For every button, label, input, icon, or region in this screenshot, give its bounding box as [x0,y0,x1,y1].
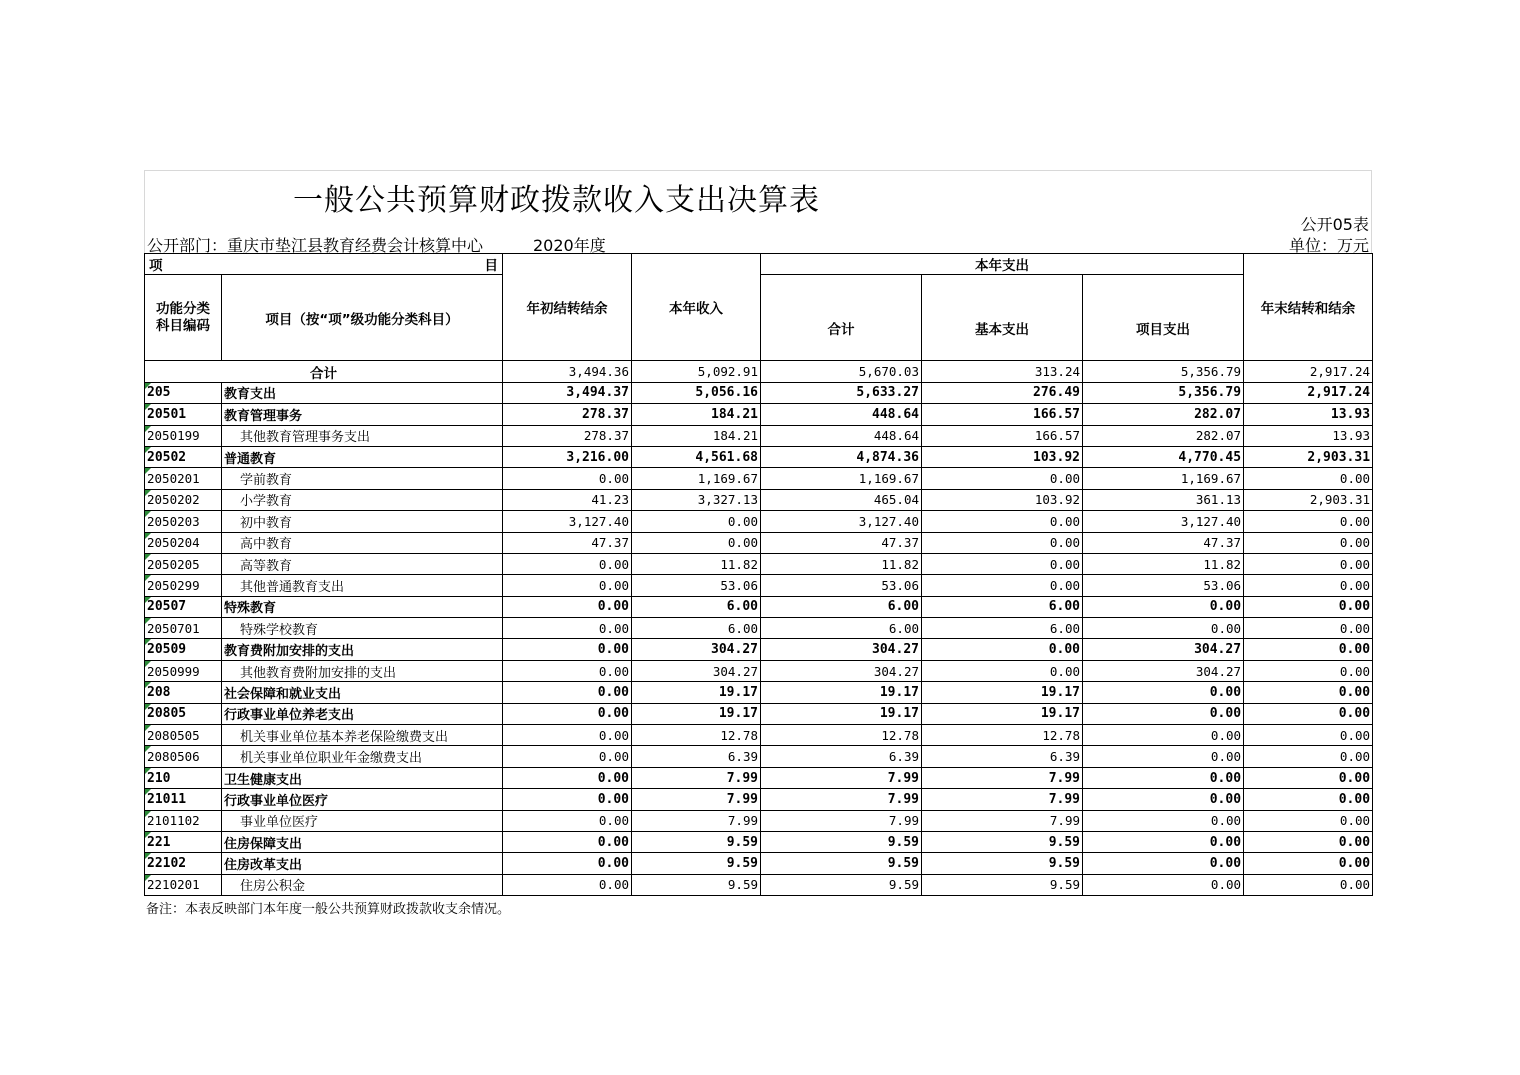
row-opening: 0.00 [503,660,632,681]
row-exp-total: 53.06 [761,575,922,596]
total-income: 5,092.91 [632,361,761,382]
table-row [145,618,1373,639]
row-name: 其他普通教育支出 [222,575,503,596]
row-closing: 13.93 [1244,425,1373,446]
row-name: 特殊教育 [222,596,503,617]
row-closing: 0.00 [1244,511,1373,532]
table-row [145,789,1373,810]
row-income: 53.06 [632,575,761,596]
table-row [145,639,1373,660]
row-closing: 0.00 [1244,553,1373,574]
row-closing: 0.00 [1244,575,1373,596]
row-closing: 0.00 [1244,810,1373,831]
total-opening: 3,494.36 [503,361,632,382]
row-name: 学前教育 [222,468,503,489]
code-header: 功能分类科目编码 [145,275,222,361]
row-exp-total: 19.17 [761,703,922,724]
row-exp-project: 4,770.45 [1083,446,1244,467]
row-opening: 278.37 [503,425,632,446]
row-closing: 0.00 [1244,767,1373,788]
item-header-right: 目 [484,258,498,275]
row-exp-project: 0.00 [1083,596,1244,617]
item-header [145,254,503,275]
total-exp-total: 5,670.03 [761,361,922,382]
row-exp-project: 304.27 [1083,639,1244,660]
row-opening: 0.00 [503,874,632,895]
row-exp-basic: 0.00 [922,639,1083,660]
row-exp-basic: 166.57 [922,425,1083,446]
row-name: 教育管理事务 [222,404,503,425]
row-code: 2050204 [145,532,222,553]
row-exp-project: 304.27 [1083,660,1244,681]
row-exp-basic: 0.00 [922,468,1083,489]
row-code: 2050201 [145,468,222,489]
page-title: 一般公共预算财政拨款收入支出决算表 [293,183,820,218]
table-row [145,682,1373,703]
row-exp-total: 4,874.36 [761,446,922,467]
row-opening: 0.00 [503,682,632,703]
row-income: 7.99 [632,767,761,788]
row-income: 0.00 [632,511,761,532]
row-opening: 0.00 [503,639,632,660]
row-opening: 0.00 [503,767,632,788]
table-row [145,404,1373,425]
row-opening: 3,494.37 [503,382,632,403]
row-exp-project: 282.07 [1083,404,1244,425]
row-name: 行政事业单位医疗 [222,789,503,810]
table-row [145,532,1373,553]
row-exp-basic: 166.57 [922,404,1083,425]
table-row [145,511,1373,532]
row-code: 20502 [145,446,222,467]
row-opening: 0.00 [503,553,632,574]
row-code: 2050701 [145,618,222,639]
row-opening: 0.00 [503,810,632,831]
row-exp-total: 448.64 [761,404,922,425]
row-income: 0.00 [632,532,761,553]
row-exp-total: 7.99 [761,767,922,788]
row-name: 特殊学校教育 [222,618,503,639]
row-code: 2050203 [145,511,222,532]
row-exp-basic: 0.00 [922,532,1083,553]
row-closing: 0.00 [1244,703,1373,724]
row-income: 3,327.13 [632,489,761,510]
row-name: 机关事业单位基本养老保险缴费支出 [222,725,503,746]
row-opening: 0.00 [503,746,632,767]
row-opening: 3,216.00 [503,446,632,467]
row-opening: 0.00 [503,618,632,639]
exp-basic-header: 基本支出 [922,275,1083,361]
row-name: 事业单位医疗 [222,810,503,831]
table-row [145,382,1373,403]
row-code: 2050205 [145,553,222,574]
row-opening: 0.00 [503,468,632,489]
row-exp-project: 0.00 [1083,810,1244,831]
row-exp-project: 0.00 [1083,725,1244,746]
row-exp-basic: 6.00 [922,618,1083,639]
row-exp-basic: 9.59 [922,874,1083,895]
row-exp-total: 3,127.40 [761,511,922,532]
row-exp-total: 5,633.27 [761,382,922,403]
row-closing: 2,903.31 [1244,446,1373,467]
row-income: 19.17 [632,703,761,724]
exp-total-header: 合计 [761,275,922,361]
row-exp-project: 0.00 [1083,853,1244,874]
row-exp-total: 304.27 [761,639,922,660]
unit-label: 单位：万元 [1288,236,1369,255]
table-row [145,660,1373,681]
row-exp-basic: 6.00 [922,596,1083,617]
row-exp-total: 47.37 [761,532,922,553]
table-row [145,853,1373,874]
row-code: 2080506 [145,746,222,767]
row-exp-project: 11.82 [1083,553,1244,574]
row-exp-basic: 9.59 [922,853,1083,874]
row-name: 教育支出 [222,382,503,403]
budget-table [144,253,1373,896]
footnote: 备注：本表反映部门本年度一般公共预算财政拨款收支余情况。 [146,902,511,918]
row-income: 12.78 [632,725,761,746]
row-exp-project: 0.00 [1083,682,1244,703]
row-exp-basic: 9.59 [922,831,1083,852]
table-row [145,874,1373,895]
row-income: 1,169.67 [632,468,761,489]
table-row [145,810,1373,831]
table-row [145,553,1373,574]
table-row [145,725,1373,746]
row-income: 9.59 [632,874,761,895]
row-closing: 0.00 [1244,532,1373,553]
row-opening: 47.37 [503,532,632,553]
row-exp-total: 9.59 [761,831,922,852]
row-exp-total: 9.59 [761,874,922,895]
row-exp-total: 11.82 [761,553,922,574]
table-row [145,468,1373,489]
row-code: 20509 [145,639,222,660]
row-code: 2050299 [145,575,222,596]
total-closing: 2,917.24 [1244,361,1373,382]
row-code: 210 [145,767,222,788]
row-code: 22102 [145,853,222,874]
closing-header: 年末结转和结余 [1244,254,1373,361]
row-code: 2050199 [145,425,222,446]
row-opening: 278.37 [503,404,632,425]
row-name: 初中教育 [222,511,503,532]
row-name: 卫生健康支出 [222,767,503,788]
row-name: 住房保障支出 [222,831,503,852]
row-code: 20501 [145,404,222,425]
row-exp-basic: 0.00 [922,660,1083,681]
row-exp-basic: 7.99 [922,789,1083,810]
row-code: 20507 [145,596,222,617]
row-exp-basic: 103.92 [922,446,1083,467]
row-exp-total: 6.39 [761,746,922,767]
row-exp-basic: 6.39 [922,746,1083,767]
row-code: 2210201 [145,874,222,895]
table-row [145,767,1373,788]
row-code: 208 [145,682,222,703]
row-exp-project: 1,169.67 [1083,468,1244,489]
row-income: 6.39 [632,746,761,767]
table-row [145,575,1373,596]
row-opening: 3,127.40 [503,511,632,532]
row-exp-total: 19.17 [761,682,922,703]
row-exp-basic: 12.78 [922,725,1083,746]
row-exp-total: 448.64 [761,425,922,446]
row-income: 6.00 [632,618,761,639]
row-name: 小学教育 [222,489,503,510]
title-row [144,170,1372,218]
row-name: 社会保障和就业支出 [222,682,503,703]
row-name: 住房改革支出 [222,853,503,874]
row-income: 7.99 [632,810,761,831]
table-row [145,446,1373,467]
row-opening: 0.00 [503,575,632,596]
row-income: 9.59 [632,831,761,852]
row-name: 其他教育管理事务支出 [222,425,503,446]
table-row [145,596,1373,617]
item-header-left: 项 [149,258,163,275]
row-name: 其他教育费附加安排的支出 [222,660,503,681]
row-closing: 0.00 [1244,596,1373,617]
row-exp-total: 6.00 [761,618,922,639]
row-income: 9.59 [632,853,761,874]
row-exp-total: 12.78 [761,725,922,746]
row-closing: 0.00 [1244,682,1373,703]
row-income: 5,056.16 [632,382,761,403]
row-exp-project: 361.13 [1083,489,1244,510]
total-label: 合计 [145,361,503,382]
row-exp-project: 47.37 [1083,532,1244,553]
row-exp-project: 0.00 [1083,703,1244,724]
row-opening: 0.00 [503,831,632,852]
row-closing: 0.00 [1244,831,1373,852]
row-code: 221 [145,831,222,852]
table-row [145,831,1373,852]
table-row [145,746,1373,767]
row-closing: 0.00 [1244,639,1373,660]
exp-project-header: 项目支出 [1083,275,1244,361]
meta-row [144,215,1372,253]
row-closing: 0.00 [1244,746,1373,767]
row-opening: 41.23 [503,489,632,510]
row-income: 7.99 [632,789,761,810]
opening-header: 年初结转结余 [503,254,632,361]
row-exp-project: 0.00 [1083,874,1244,895]
row-exp-basic: 0.00 [922,575,1083,596]
table-row [145,489,1373,510]
row-exp-project: 0.00 [1083,746,1244,767]
row-opening: 0.00 [503,703,632,724]
row-exp-project: 5,356.79 [1083,382,1244,403]
row-exp-project: 3,127.40 [1083,511,1244,532]
row-closing: 0.00 [1244,468,1373,489]
row-exp-basic: 0.00 [922,553,1083,574]
row-exp-total: 304.27 [761,660,922,681]
total-exp-basic: 313.24 [922,361,1083,382]
row-income: 6.00 [632,596,761,617]
row-closing: 0.00 [1244,618,1373,639]
row-exp-total: 9.59 [761,853,922,874]
row-exp-basic: 103.92 [922,489,1083,510]
row-exp-basic: 7.99 [922,810,1083,831]
row-exp-total: 7.99 [761,789,922,810]
row-exp-project: 282.07 [1083,425,1244,446]
row-code: 205 [145,382,222,403]
row-code: 2080505 [145,725,222,746]
row-exp-project: 0.00 [1083,767,1244,788]
table-row [145,425,1373,446]
row-closing: 0.00 [1244,853,1373,874]
row-closing: 0.00 [1244,789,1373,810]
row-closing: 0.00 [1244,874,1373,895]
row-name: 高中教育 [222,532,503,553]
row-exp-total: 6.00 [761,596,922,617]
row-name: 机关事业单位职业年金缴费支出 [222,746,503,767]
row-exp-project: 0.00 [1083,789,1244,810]
row-income: 11.82 [632,553,761,574]
row-income: 304.27 [632,660,761,681]
row-exp-total: 465.04 [761,489,922,510]
row-exp-project: 0.00 [1083,831,1244,852]
row-exp-basic: 0.00 [922,511,1083,532]
department-label: 公开部门：重庆市垫江县教育经费会计核算中心 [147,236,484,255]
row-closing: 0.00 [1244,660,1373,681]
row-income: 184.21 [632,404,761,425]
row-name: 行政事业单位养老支出 [222,703,503,724]
row-name: 高等教育 [222,553,503,574]
row-code: 2050202 [145,489,222,510]
row-closing: 0.00 [1244,725,1373,746]
budget-sheet [144,170,1372,917]
row-closing: 2,917.24 [1244,382,1373,403]
row-exp-basic: 276.49 [922,382,1083,403]
row-name: 教育费附加安排的支出 [222,639,503,660]
form-number: 公开05表 [1300,215,1369,234]
row-name: 住房公积金 [222,874,503,895]
row-exp-project: 53.06 [1083,575,1244,596]
row-income: 304.27 [632,639,761,660]
fiscal-year: 2020年度 [533,236,606,255]
row-opening: 0.00 [503,853,632,874]
row-code: 21011 [145,789,222,810]
row-opening: 0.00 [503,596,632,617]
expense-group-header: 本年支出 [761,254,1244,275]
total-row [145,361,1373,382]
row-code: 2101102 [145,810,222,831]
total-exp-project: 5,356.79 [1083,361,1244,382]
row-exp-basic: 19.17 [922,682,1083,703]
row-exp-basic: 7.99 [922,767,1083,788]
row-opening: 0.00 [503,725,632,746]
row-income: 184.21 [632,425,761,446]
row-exp-total: 7.99 [761,810,922,831]
name-header: 项目（按“项”级功能分类科目） [222,275,503,361]
income-header: 本年收入 [632,254,761,361]
row-opening: 0.00 [503,789,632,810]
row-exp-total: 1,169.67 [761,468,922,489]
row-income: 19.17 [632,682,761,703]
row-name: 普通教育 [222,446,503,467]
row-closing: 13.93 [1244,404,1373,425]
row-code: 20805 [145,703,222,724]
row-exp-basic: 19.17 [922,703,1083,724]
row-income: 4,561.68 [632,446,761,467]
row-code: 2050999 [145,660,222,681]
row-exp-project: 0.00 [1083,618,1244,639]
table-row [145,703,1373,724]
row-closing: 2,903.31 [1244,489,1373,510]
